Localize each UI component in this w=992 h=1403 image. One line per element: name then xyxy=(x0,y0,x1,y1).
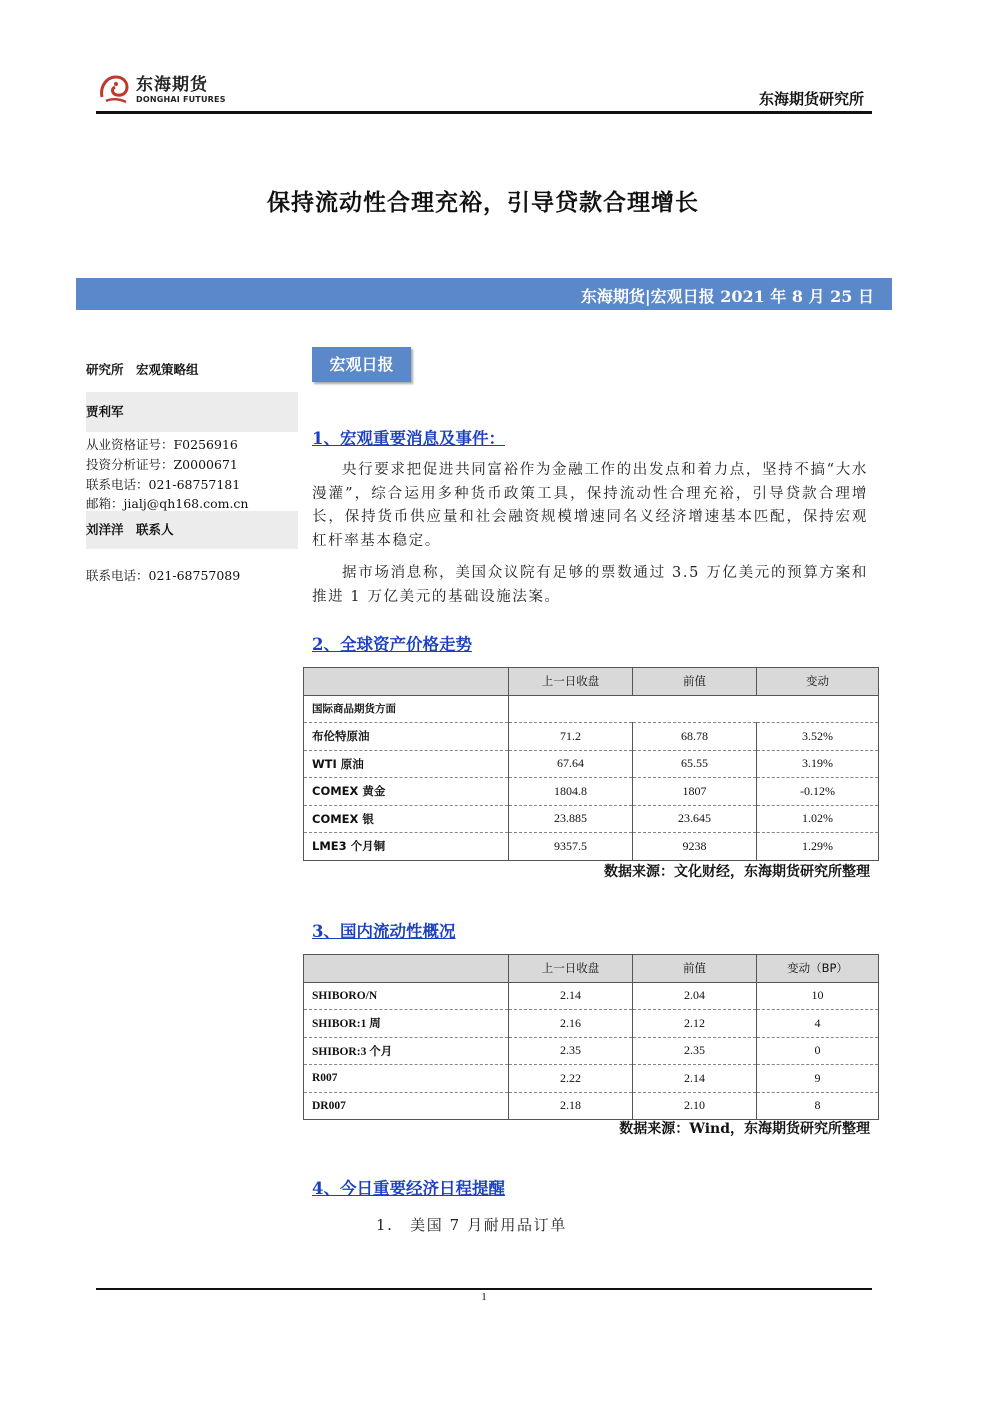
subheader-cell: 国际商品期货方面 xyxy=(304,695,509,723)
row-label: 布伦特原油 xyxy=(304,723,509,751)
liquidity-table xyxy=(303,954,879,1120)
news-paragraph-2: 据市场消息称，美国众议院有足够的票数通过 3.5 万亿美元的预算方案和推进 1 万亿美元的基础设施法案。 xyxy=(312,565,868,605)
section-heading-calendar: 4、今日重要经济日程提醒 xyxy=(312,1179,505,1198)
banner-text: 东海期货|宏观日报 2021 年 8 月 25 日 xyxy=(580,287,874,306)
footer-divider xyxy=(96,1288,872,1290)
analyst-qualification: 从业资格证号：F0256916 xyxy=(86,437,238,452)
report-banner xyxy=(76,278,892,310)
logo-chinese-text: 东海期货 xyxy=(136,74,208,95)
cell-prior: 2.35 xyxy=(633,1037,757,1065)
section-heading-global-assets: 2、全球资产价格走势 xyxy=(312,635,472,654)
table-row xyxy=(304,1092,879,1120)
cell-prev-close: 2.18 xyxy=(509,1092,633,1120)
cell-prior: 23.645 xyxy=(633,805,757,833)
analyst-name xyxy=(86,392,298,432)
empty-cell xyxy=(509,695,879,723)
cell-prev-close: 2.16 xyxy=(509,1010,633,1038)
analyst-name-text: 贾利军 xyxy=(86,404,124,419)
cell-change-bp: 9 xyxy=(757,1065,879,1093)
header-cell: 前值 xyxy=(633,668,757,696)
row-label: SHIBOR:1 周 xyxy=(304,1010,509,1038)
table-row xyxy=(304,750,879,778)
row-label: SHIBOR:3 个月 xyxy=(304,1037,509,1065)
table-header-row xyxy=(304,668,879,696)
cell-change: 3.52% xyxy=(757,723,879,751)
header-cell xyxy=(304,668,509,696)
table-row xyxy=(304,833,879,861)
cell-change: 3.19% xyxy=(757,750,879,778)
calendar-item: 1. 美国 7 月耐用品订单 xyxy=(376,1216,567,1234)
analyst-phone: 联系电话：021-68757181 xyxy=(86,477,241,492)
cell-change-bp: 4 xyxy=(757,1010,879,1038)
table-row xyxy=(304,723,879,751)
cell-change: 1.02% xyxy=(757,805,879,833)
table1-source: 数据来源：文化财经，东海期货研究所整理 xyxy=(604,864,870,880)
table-row xyxy=(304,805,879,833)
table-row xyxy=(304,778,879,806)
cell-prior: 2.14 xyxy=(633,1065,757,1093)
header-cell: 前值 xyxy=(633,955,757,983)
author-sidebar xyxy=(86,355,298,595)
header-cell: 上一日收盘 xyxy=(509,955,633,983)
research-group: 研究所 宏观策略组 xyxy=(86,362,199,377)
cell-prior: 2.12 xyxy=(633,1010,757,1038)
institute-name: 东海期货研究所 xyxy=(758,90,864,108)
row-label: DR007 xyxy=(304,1092,509,1120)
news-paragraph-1: 央行要求把促进共同富裕作为金融工作的出发点和着力点，坚持不搞“大水漫灌”，综合运用多种货币政策工具，保持流动性合理充裕，引导贷款合理增长，保持货币供应量和社会融资规模增速同名义经济增速基本匹配，保持宏观杠杆率基本稳定。 xyxy=(312,462,868,549)
row-label: SHIBORO/N xyxy=(304,982,509,1010)
cell-prior: 9238 xyxy=(633,833,757,861)
cell-prev-close: 9357.5 xyxy=(509,833,633,861)
company-logo xyxy=(96,68,236,110)
table-row xyxy=(304,1037,879,1065)
analyst-email[interactable]: 邮箱：jialj@qh168.com.cn xyxy=(86,496,249,511)
section-heading-liquidity: 3、国内流动性概况 xyxy=(312,922,456,941)
cell-prior: 65.55 xyxy=(633,750,757,778)
cell-prev-close: 2.22 xyxy=(509,1065,633,1093)
donghai-logo-icon xyxy=(96,71,132,107)
cell-prior: 2.10 xyxy=(633,1092,757,1120)
cell-prior: 68.78 xyxy=(633,723,757,751)
row-label: COMEX 银 xyxy=(304,805,509,833)
table2-source: 数据来源：Wind，东海期货研究所整理 xyxy=(619,1121,870,1137)
row-label: COMEX 黄金 xyxy=(304,778,509,806)
cell-prev-close: 67.64 xyxy=(509,750,633,778)
cell-change-bp: 8 xyxy=(757,1092,879,1120)
header-cell: 变动（BP） xyxy=(757,955,879,983)
table-row xyxy=(304,982,879,1010)
cell-prev-close: 71.2 xyxy=(509,723,633,751)
cell-prior: 2.04 xyxy=(633,982,757,1010)
report-type-tag: 宏观日报 xyxy=(312,347,411,382)
row-label: R007 xyxy=(304,1065,509,1093)
cell-prev-close: 2.35 xyxy=(509,1037,633,1065)
cell-prev-close: 2.14 xyxy=(509,982,633,1010)
analyst-investment-cert: 投资分析证号：Z0000671 xyxy=(86,457,238,472)
cell-change-bp: 10 xyxy=(757,982,879,1010)
table-row xyxy=(304,1065,879,1093)
contact-name: 刘洋洋 联系人 xyxy=(86,511,298,549)
logo-english-text: DONGHAI FUTURES xyxy=(136,94,226,104)
header-divider xyxy=(96,111,872,114)
row-label: LME3 个月铜 xyxy=(304,833,509,861)
global-assets-table xyxy=(303,667,879,861)
table-row xyxy=(304,1010,879,1038)
page-number: 1 xyxy=(481,1291,487,1303)
cell-change-bp: 0 xyxy=(757,1037,879,1065)
cell-change: 1.29% xyxy=(757,833,879,861)
section-heading-news: 1、宏观重要消息及事件： xyxy=(312,429,505,448)
table-subheader-row xyxy=(304,695,879,723)
cell-change: -0.12% xyxy=(757,778,879,806)
table-header-row xyxy=(304,955,879,983)
cell-prior: 1807 xyxy=(633,778,757,806)
header-cell: 变动 xyxy=(757,668,879,696)
document-title: 保持流动性合理充裕，引导贷款合理增长 xyxy=(267,189,699,216)
contact-phone: 联系电话：021-68757089 xyxy=(86,568,241,583)
header-cell xyxy=(304,955,509,983)
row-label: WTI 原油 xyxy=(304,750,509,778)
header-cell: 上一日收盘 xyxy=(509,668,633,696)
cell-prev-close: 23.885 xyxy=(509,805,633,833)
cell-prev-close: 1804.8 xyxy=(509,778,633,806)
